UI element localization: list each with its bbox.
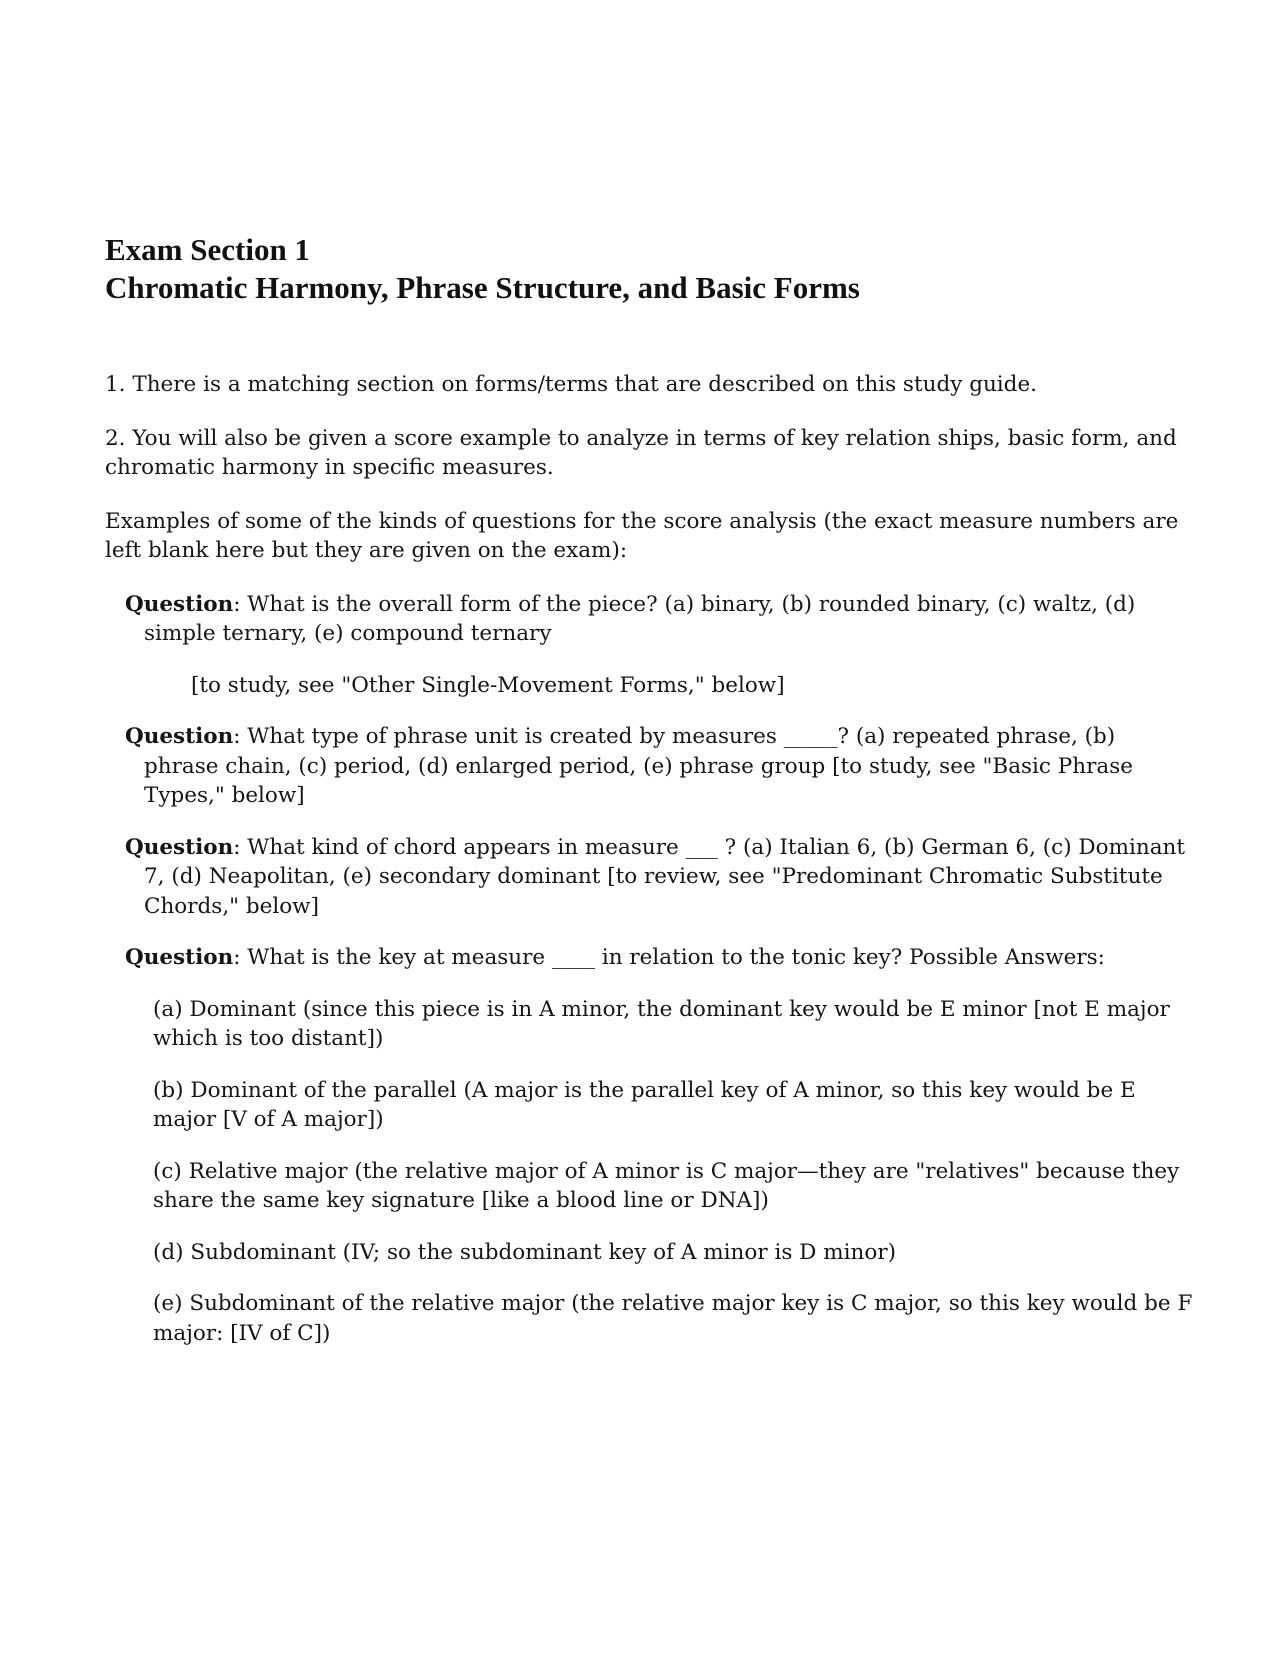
question-label: Question [125,591,234,617]
section-subtitle: Chromatic Harmony, Phrase Structure, and Basic Forms [105,270,860,305]
question-text: : What is the key at measure ____ in relation to the tonic key? Possible Answers: [233,945,1105,970]
question-label: Question [125,724,234,749]
examples-intro: Examples of some of the kinds of questions for the score analysis (the exact measure numbers are left blank here but they are given on the exam): [105,508,1179,563]
question-chord [125,833,1195,922]
question-label: Question [125,945,234,970]
question-key [125,943,1195,973]
question-label: Question [125,834,234,860]
question-form [125,590,1195,649]
answer-e: (e) Subdominant of the relative major (the relative major key is C major, so this key would be F major: [IV of C]) [153,1291,1193,1346]
answer-c: (c) Relative major (the relative major of A minor is C major—they are "relatives" because they share the same key signature [like a blood line or DNA]) [153,1158,1180,1213]
intro-item-2: 2. You will also be given a score example to analyze in terms of key relation ships, basic form, and chromatic harmony in specific measures. [105,425,1177,480]
answer-d: (d) Subdominant (IV; so the subdominant key of A minor is D minor) [153,1239,896,1265]
question-text: : What is the overall form of the piece? (a) binary, (b) rounded binary, (c) waltz, (d) simple ternary, (e) compound ternary [144,591,1136,646]
study-note: [to study, see "Other Single-Movement Forms," below] [191,672,785,698]
question-text: : What type of phrase unit is created by measures _____? (a) repeated phrase, (b) phrase chain, (c) period, (d) enlarged period, (e) phrase group [to study, see "Basic Phrase Types," below] [144,724,1133,808]
answer-b: (b) Dominant of the parallel (A major is the parallel key of A minor, so this key would be E major [V of A major]) [153,1077,1136,1132]
question-phrase-unit [125,722,1195,811]
intro-item-1: 1. There is a matching section on forms/terms that are described on this study guide. [105,372,1038,397]
document-body [105,370,1195,1370]
answer-a: (a) Dominant (since this piece is in A minor, the dominant key would be E minor [not E major which is too distant]) [153,996,1170,1051]
question-text: : What kind of chord appears in measure ___ ? (a) Italian 6, (b) German 6, (c) Dominant 7, (d) Neapolitan, (e) secondary dominant [to review, see "Predominant Chromatic Substitute Chords," below] [144,834,1186,919]
section-heading [105,231,860,307]
section-title: Exam Section 1 [105,232,310,267]
